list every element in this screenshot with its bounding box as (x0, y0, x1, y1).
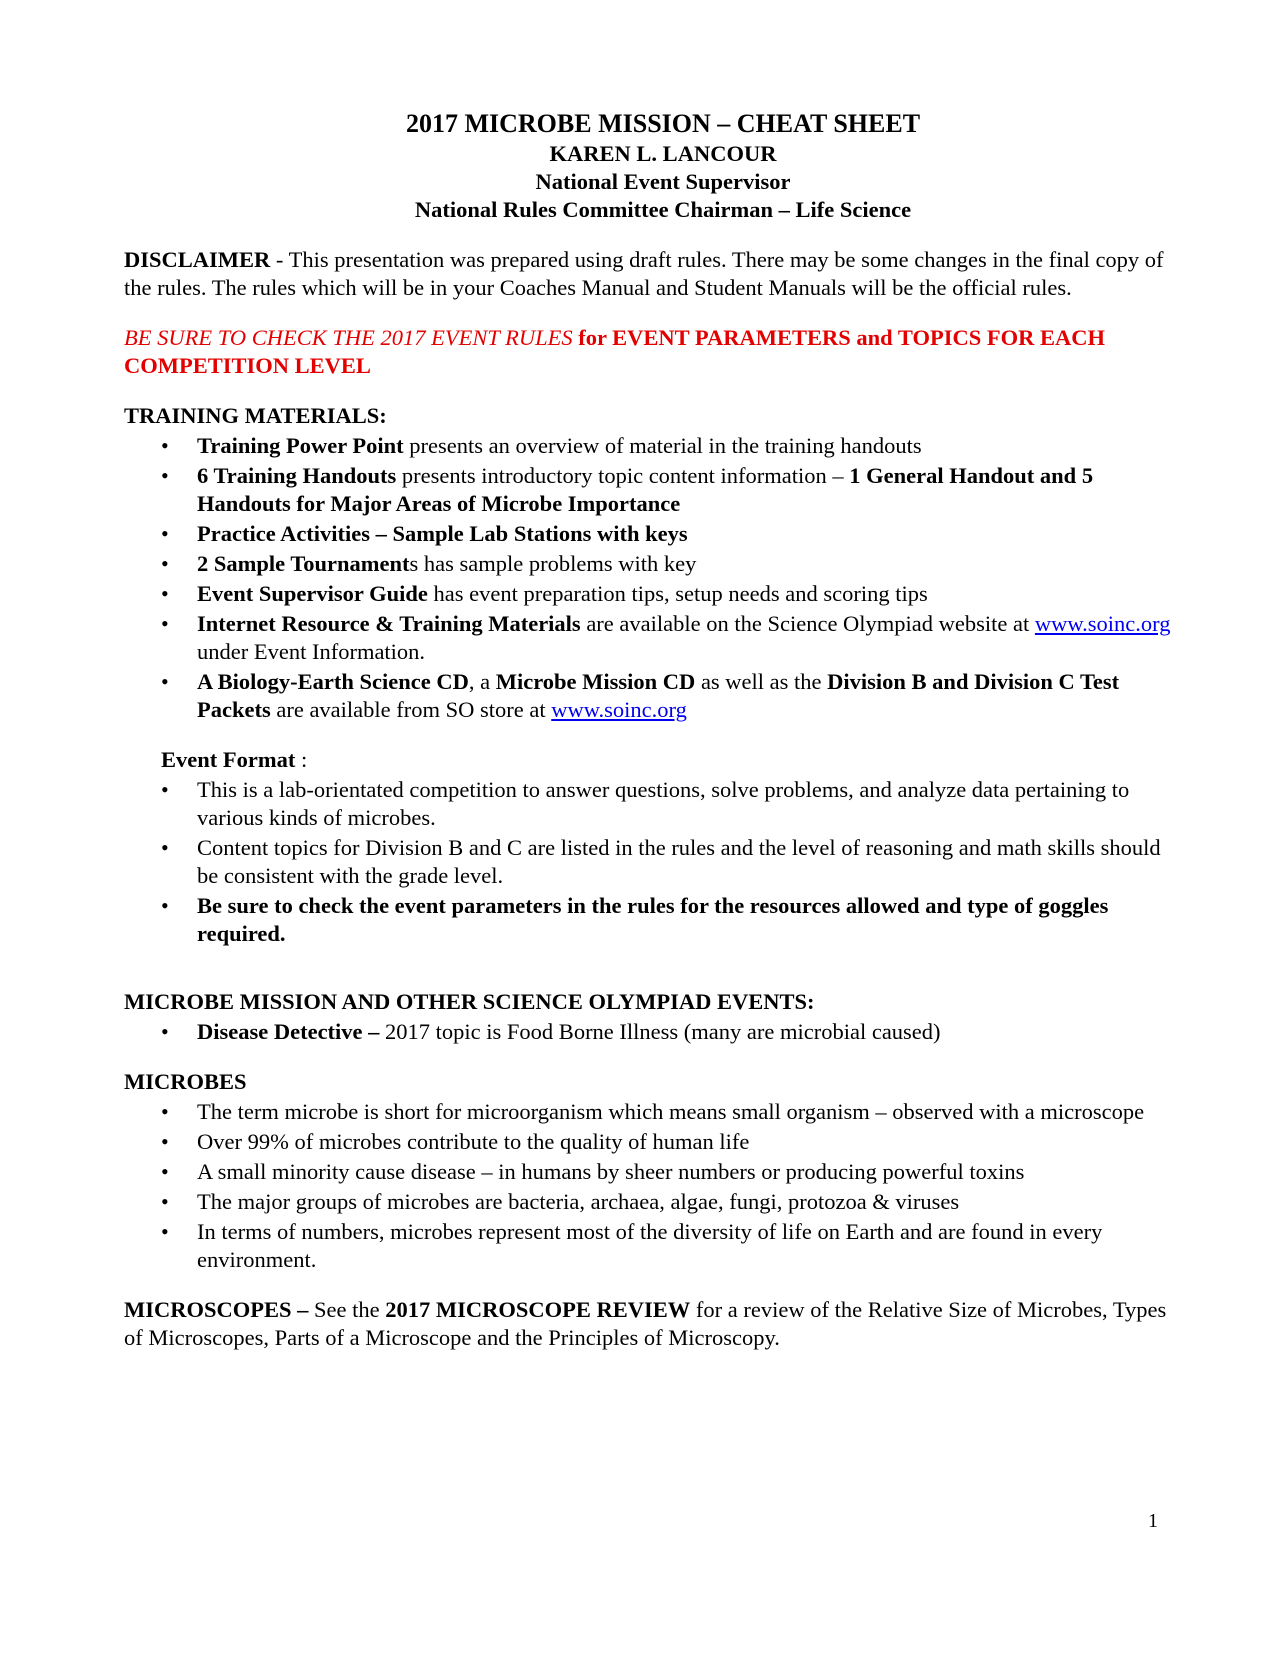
microscopes-text: See the (314, 1297, 386, 1322)
item-text: , a (468, 669, 496, 694)
item-text: are available from SO store at (270, 697, 552, 722)
author-name: KAREN L. LANCOUR (549, 141, 777, 166)
page-number: 1 (1148, 1510, 1158, 1532)
list-item (197, 610, 1174, 666)
item-text: are available on the Science Olympiad website at (580, 611, 1035, 636)
rules-notice-italic: BE SURE TO CHECK THE 2017 EVENT RULES (124, 325, 573, 350)
event-format-label: Event Format (161, 747, 296, 772)
item-bold: Division B and Division C Test Packets (197, 669, 1120, 722)
event-format-list (124, 776, 1174, 948)
item-bold: Training Power Point (197, 433, 404, 458)
author-role-1: National Event Supervisor (535, 169, 791, 194)
item-text: presents introductory topic content information – (396, 463, 850, 488)
soinc-link[interactable]: www.soinc.org (1034, 611, 1171, 636)
item-text: s has sample problems with key (409, 551, 697, 576)
item-text: 2017 topic is Food Borne Illness (many are microbial caused) (385, 1019, 941, 1044)
soinc-store-link[interactable]: www.soinc.org (551, 697, 687, 722)
microscopes-label: MICROSCOPES – (124, 1297, 315, 1322)
microscopes-text: for a review of the Relative Size of Microbes, Types of Microscopes, Parts of a Microscope and the Principles of Microscopy. (124, 1297, 1167, 1350)
item-text: as well as the (695, 669, 828, 694)
item-bold: 2 Sample Tournament (197, 551, 410, 576)
list-item (197, 520, 1174, 548)
events-heading: MICROBE MISSION AND OTHER SCIENCE OLYMPIAD EVENTS: (124, 989, 815, 1014)
item-bold: 1 General Handout and 5 Handouts for Major Areas of Microbe Importance (197, 463, 1094, 516)
author-role-2: National Rules Committee Chairman – Life Science (414, 197, 912, 222)
training-heading: TRAINING MATERIALS: (124, 403, 387, 428)
rules-notice (124, 324, 1174, 380)
document-header (152, 108, 1174, 224)
event-format-heading (161, 746, 1174, 774)
list-item (197, 580, 1174, 608)
item-text: under Event Information. (197, 639, 426, 664)
microbes-list (124, 1098, 1174, 1274)
list-item (197, 1018, 1174, 1046)
item-bold: Event Supervisor Guide (197, 581, 428, 606)
events-list (124, 1018, 1174, 1046)
item-bold: Practice Activities – Sample Lab Stations with keys (197, 521, 688, 546)
disclaimer-text: - This presentation was prepared using draft rules. There may be some changes in the final copy of the rules. The rules which will be in your Coaches Manual and Student Manuals will be the official rules. (124, 247, 1164, 300)
list-item: • The term microbe is short for microorganism which means small organism – observed with a microscope (197, 1098, 1174, 1126)
list-item (197, 432, 1174, 460)
document-body (124, 108, 1174, 1352)
list-item: • A small minority cause disease – in humans by sheer numbers or producing powerful toxins (197, 1158, 1174, 1186)
microscopes-paragraph (124, 1296, 1174, 1352)
list-item: • Over 99% of microbes contribute to the quality of human life (197, 1128, 1174, 1156)
list-item (197, 462, 1174, 518)
disclaimer-label: DISCLAIMER (124, 247, 271, 272)
item-bold: Be sure to check the event parameters in the rules for the resources allowed and type of goggles required. (197, 893, 1109, 946)
list-item (197, 892, 1174, 948)
item-bold: Disease Detective – (197, 1019, 386, 1044)
list-item (197, 668, 1174, 724)
microscope-review-title: 2017 MICROSCOPE REVIEW (385, 1297, 691, 1322)
list-item (197, 550, 1174, 578)
item-bold: Microbe Mission CD (495, 669, 696, 694)
list-item: • Content topics for Division B and C are listed in the rules and the level of reasoning and math skills should be consistent with the grade level. (197, 834, 1174, 890)
item-text: presents an overview of material in the training handouts (403, 433, 922, 458)
microbes-heading: MICROBES (124, 1069, 247, 1094)
document-title: 2017 MICROBE MISSION – CHEAT SHEET (405, 109, 921, 138)
event-format-colon: : (295, 747, 308, 772)
item-text: has event preparation tips, setup needs and scoring tips (427, 581, 928, 606)
disclaimer-paragraph (124, 246, 1174, 302)
training-list (124, 432, 1174, 724)
list-item: • The major groups of microbes are bacteria, archaea, algae, fungi, protozoa & viruses (197, 1188, 1174, 1216)
rules-notice-bold: for EVENT PARAMETERS and TOPICS FOR EACH COMPETITION LEVEL (124, 325, 1105, 378)
item-bold: A Biology-Earth Science CD (197, 669, 469, 694)
list-item: • This is a lab-orientated competition to answer questions, solve problems, and analyze data pertaining to various kinds of microbes. (197, 776, 1174, 832)
item-bold: 6 Training Handouts (197, 463, 397, 488)
list-item: • In terms of numbers, microbes represent most of the diversity of life on Earth and are found in every environment. (197, 1218, 1174, 1274)
item-bold: Internet Resource & Training Materials (197, 611, 581, 636)
